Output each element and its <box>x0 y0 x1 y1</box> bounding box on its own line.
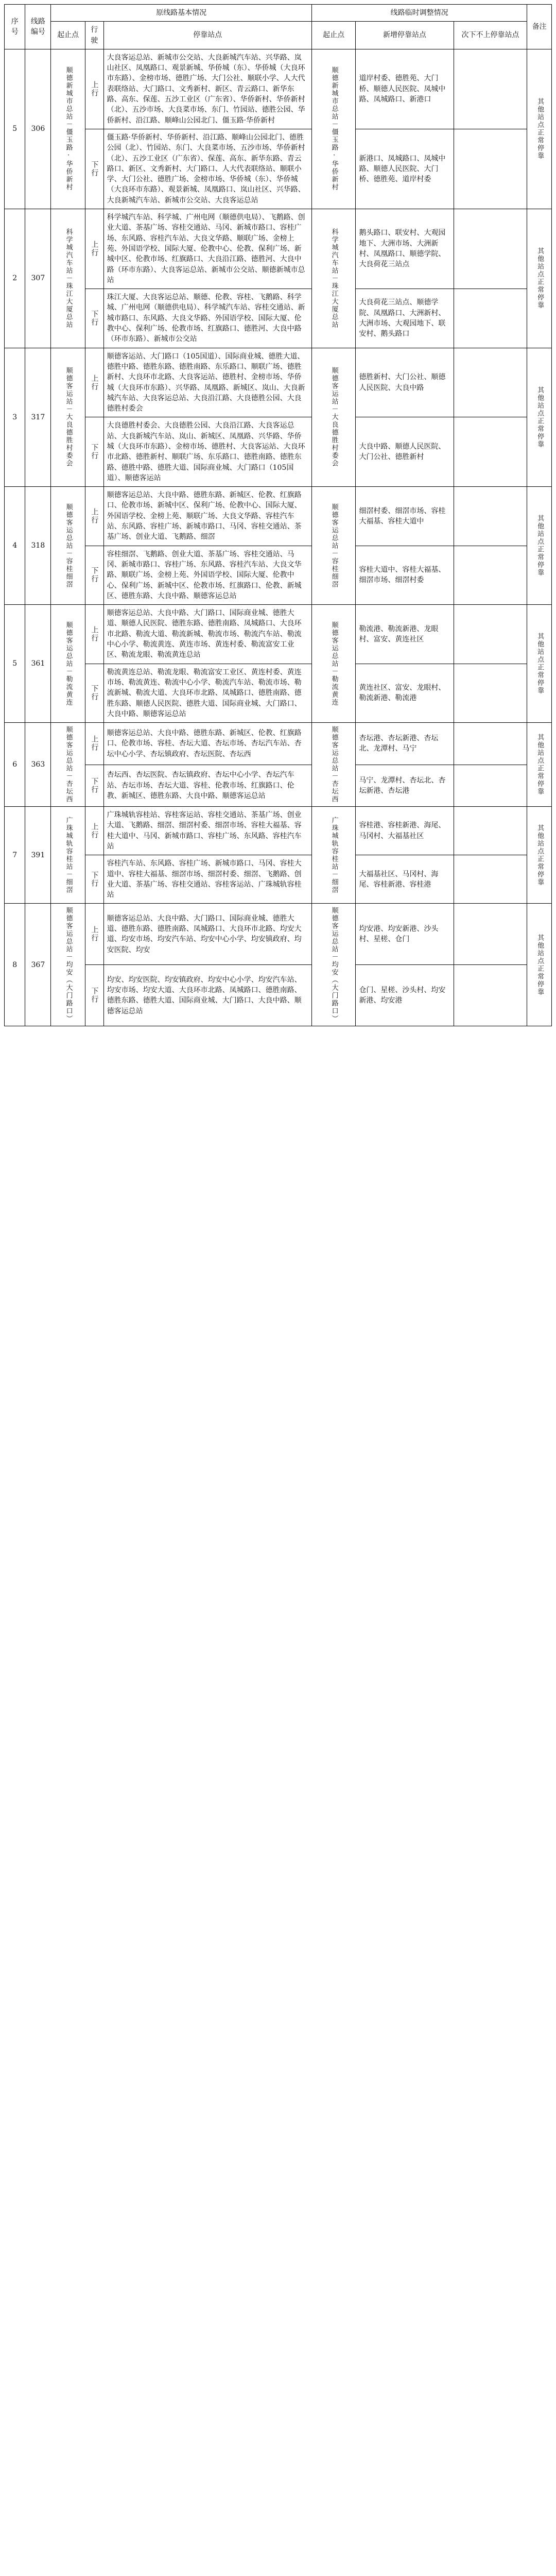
table-row <box>5 765 552 807</box>
cell-direction-down: 下行 <box>85 129 103 209</box>
cell-skip-stops-down <box>454 965 527 1026</box>
cell-skip-stops-up <box>454 209 527 289</box>
cell-stops-up: 顺德客运站、大门路口（105国道）、国际商业城、德胜大道、德胜中路、德胜东路、德胜南路、东乐路口、顺联广场、德胜新村、大良环市北路、大良客运站、德胜村、金榜市场、华侨城（大良环市东路）、兴华路、凤凰路、新城区、岚山、大良新城汽车站、大良客运总站、大良沿江路、大良德胜公园、大良德胜村委会 <box>103 348 311 417</box>
header-direction: 行驶 <box>85 22 103 49</box>
cell-start-adj: 顺德新城市总站－僵玉路·华侨新村 <box>311 49 356 209</box>
cell-stops-up: 顺德客运总站、大良中路、大门路口、国际商业城、德胜大道、顺德人民医院、德胜东路、德胜南路、凤城路口、大良环市北路、勒流大道、勒流新城、勒流市场、勒流汽车站、勒流中心小学、勒流黄连、黄连市场、黄连村委、勒流富安工业区、勒流龙眼、勒流黄连总站 <box>103 605 311 664</box>
header-basic-group: 原线路基本情况 <box>51 5 311 22</box>
cell-skip-stops-down <box>454 855 527 904</box>
header-code: 线路编号 <box>25 5 51 49</box>
cell-skip-stops-up <box>454 605 527 664</box>
cell-stops-down: 杏坛西、杏坛医院、杏坛镇政府、杏坛中心小学、杏坛汽车站、杏坛市场、杏坛大道、容桂、伦教市场、红旗路口、伦教、新城区、德胜东路、大良中路、顺德客运总站 <box>103 765 311 807</box>
cell-direction-up: 上行 <box>85 348 103 417</box>
cell-stops-down: 勒流黄连总站、勒流龙眼、勒流富安工业区、黄连村委、黄连市场、勒流黄连、勒流中心小学、勒流汽车站、勒流市场、勒流新城、勒流大道、大良环市北路、凤城路口、德胜南路、德胜东路、顺德人民医院、德胜大道、国际商业城、大门路口、大良中路、顺德客运总站 <box>103 664 311 722</box>
cell-seq: 3 <box>5 348 25 487</box>
cell-new-stops-down: 马宁、龙潭村、杏坛北、杏坛新港、杏坛港 <box>356 765 454 807</box>
cell-skip-stops-up <box>454 49 527 129</box>
cell-direction-up: 上行 <box>85 605 103 664</box>
cell-start: 顺德新城市总站－僵玉路·华侨新村 <box>51 49 85 209</box>
header-new-stops: 新增停靠站点 <box>356 22 454 49</box>
cell-code: 307 <box>25 209 51 348</box>
table-row <box>5 49 552 129</box>
cell-stops-up: 大良客运总站、新城市公交站、大良新城汽车站、兴华路、岚山社区、凤凰路口、观景新城、华侨城（东）、华侨城（大良环市东路）、金榜市场、德胜广场、大门公社、顺联小学、人大代表联络站、大门路口、文秀新村、新区、青云路口、新华东路、高东、保莲、五沙工业区（广东省）、华侨新村、华侨新村（北）、五沙市场、大良菜市场、东门、竹园站、德胜公园、华侨新村、沿江路、顺峰山公园北门、僵玉路·华侨新村 <box>103 49 311 129</box>
cell-skip-stops-down <box>454 289 527 348</box>
cell-stops-down: 容桂汽车站、东风路、容桂广场、新城市路口、马冈、容桂大道中、容桂大福基、细滘市场、细滘村委、细滘、飞鹅路、创业大道、茶基广场、容桂交通站、容桂客运站、广珠城轨容桂站 <box>103 855 311 904</box>
cell-seq: 5 <box>5 49 25 209</box>
cell-direction-down: 下行 <box>85 855 103 904</box>
cell-note: 其他站点正常停靠 <box>527 605 552 723</box>
cell-direction-up: 上行 <box>85 904 103 965</box>
cell-note: 其他站点正常停靠 <box>527 487 552 605</box>
cell-new-stops-up: 德胜新村、大门公社、顺德人民医院、大良中路 <box>356 348 454 417</box>
cell-note: 其他站点正常停靠 <box>527 209 552 348</box>
cell-new-stops-down: 大良荷花三站点、顺德学院、凤凰路口、大洲新村、大洲市场、大观园地下、联安村、鹅头路口 <box>356 289 454 348</box>
cell-skip-stops-up <box>454 807 527 855</box>
cell-code: 367 <box>25 904 51 1026</box>
cell-stops-up: 顺德客运总站、大良中路、德胜东路、新城区、伦教、红旗路口、伦教市场、新城中区、保利广场、伦教中心、国际大厦、外国语学校、金榜上苑、顺联广场、大良文华路、容桂汽车站、东风路、容桂广场、新城市路口、马冈、容桂交通站、茶基广场、创业大道、飞鹅路、细滘 <box>103 487 311 546</box>
table-row <box>5 664 552 722</box>
header-skip-stops: 次下不上停靠站点 <box>454 22 527 49</box>
cell-start: 顺德客运总站－均安（大门路口） <box>51 904 85 1026</box>
table-row <box>5 723 552 765</box>
cell-new-stops-down: 黄连社区、富安、龙眼村、勒流新港、勒流港 <box>356 664 454 722</box>
table-row <box>5 855 552 904</box>
table-row <box>5 289 552 348</box>
cell-skip-stops-up <box>454 723 527 765</box>
table-row <box>5 209 552 289</box>
table-body <box>5 49 552 1026</box>
cell-seq: 5 <box>5 605 25 723</box>
table-row <box>5 965 552 1026</box>
header-stops: 停靠站点 <box>103 22 311 49</box>
cell-note: 其他站点正常停靠 <box>527 723 552 807</box>
cell-start: 科学城汽车站－珠江大厦总站 <box>51 209 85 348</box>
cell-code: 363 <box>25 723 51 807</box>
cell-skip-stops-up <box>454 904 527 965</box>
cell-start-adj: 广珠城轨容桂站－细滘 <box>311 807 356 904</box>
cell-direction-up: 上行 <box>85 49 103 129</box>
cell-direction-down: 下行 <box>85 546 103 604</box>
cell-direction-up: 上行 <box>85 723 103 765</box>
cell-new-stops-up: 均安港、均安新港、沙头村、星槎、仓门 <box>356 904 454 965</box>
cell-skip-stops-down <box>454 765 527 807</box>
header-start: 起止点 <box>51 22 85 49</box>
cell-stops-down: 均安、均安医院、均安镇政府、均安中心小学、均安汽车站、均安市场、均安大道、大良环市北路、凤城路口、德胜南路、德胜东路、德胜大道、国际商业城、大门路口、大良中路、顺德客运总站 <box>103 965 311 1026</box>
cell-skip-stops-up <box>454 348 527 417</box>
table-row <box>5 904 552 965</box>
route-adjustment-table <box>4 4 552 1026</box>
cell-stops-down: 珠江大厦、大良客运总站、顺德、伦教、容桂、飞鹅路、科学城、广州电网（顺德供电局）、科学城汽车站、容桂交通站、新城市路口、东风路、大良文华路、外国语学校、国际大厦、伦教中心、保利广场、伦教市场、红旗路口、德胜河、大良中路（环市东路）、新城市公交站 <box>103 289 311 348</box>
cell-start: 顺德客运总站－杏坛西 <box>51 723 85 807</box>
cell-skip-stops-down <box>454 664 527 722</box>
cell-direction-down: 下行 <box>85 965 103 1026</box>
header-start-adj: 起止点 <box>311 22 356 49</box>
cell-direction-up: 上行 <box>85 487 103 546</box>
cell-seq: 8 <box>5 904 25 1026</box>
cell-new-stops-up: 杏坛港、杏坛新港、杏坛北、龙潭村、马宁 <box>356 723 454 765</box>
cell-seq: 7 <box>5 807 25 904</box>
cell-code: 361 <box>25 605 51 723</box>
cell-new-stops-up: 勒流港、勒流新港、龙眼村、富安、黄连社区 <box>356 605 454 664</box>
cell-new-stops-down: 大福基社区、马冈村、海尾、容桂新港、容桂港 <box>356 855 454 904</box>
cell-stops-down: 大良德胜村委会、大良德胜公园、大良沿江路、大良客运总站、大良新城汽车站、岚山、新城区、凤凰路、兴华路、华侨城（大良环市东路）、金榜市场、德胜村、大良客运站、大良环市北路、德胜新村、顺联广场、东乐路口、德胜南路、德胜东路、德胜中路、德胜大道、国际商业城、大门路口（105国道）、顺德客运站 <box>103 417 311 487</box>
cell-note: 其他站点正常停靠 <box>527 904 552 1026</box>
cell-note: 其他站点正常停靠 <box>527 49 552 209</box>
cell-new-stops-down: 仓门、星槎、沙头村、均安新港、均安港 <box>356 965 454 1026</box>
table-row <box>5 605 552 664</box>
cell-stops-up: 顺德客运总站、大良中路、德胜东路、新城区、伦教、红旗路口、伦教市场、容桂、杏坛大道、杏坛市场、杏坛汽车站、杏坛中心小学、杏坛镇政府、杏坛医院、杏坛西 <box>103 723 311 765</box>
cell-start-adj: 科学城汽车站－珠江大厦总站 <box>311 209 356 348</box>
cell-direction-down: 下行 <box>85 664 103 722</box>
cell-code: 306 <box>25 49 51 209</box>
cell-stops-up: 广珠城轨容桂站、容桂客运站、容桂交通站、茶基广场、创业大道、飞鹅路、细滘、细滘村委、细滘市场、容桂大福基、容桂大道中、马冈、新城市路口、容桂广场、东风路、容桂汽车站 <box>103 807 311 855</box>
cell-start: 广珠城轨容桂站－细滘 <box>51 807 85 904</box>
cell-direction-up: 上行 <box>85 807 103 855</box>
cell-skip-stops-down <box>454 129 527 209</box>
cell-stops-down: 僵玉路·华侨新村、华侨新村、沿江路、顺峰山公园北门、德胜公园（北）、竹园站、东门、大良菜市场、五沙市场、华侨新村（北）、五沙工业区（广东省）、保莲、高东、新华东路、青云路口、新区、文秀新村、大门路口、人大代表联络站、顺联小学、大门公社、德胜广场、金榜市场、华侨城（东）、华侨城（大良环市东路）、观景新城、凤凰路口、岚山社区、兴华路、大良新城汽车站、新城市公交站、大良客运总站 <box>103 129 311 209</box>
cell-new-stops-up: 鹅头路口、联安村、大观园地下、大洲市场、大洲新村、凤凰路口、顺德学院、大良荷花三站点 <box>356 209 454 289</box>
cell-code: 317 <box>25 348 51 487</box>
cell-stops-down: 容桂细滘、飞鹅路、创业大道、茶基广场、容桂交通站、马冈、新城市路口、容桂广场、东风路、容桂汽车站、大良文华路、顺联广场、金榜上苑、外国语学校、国际大厦、伦教中心、保利广场、新城中区、伦教市场、红旗路口、伦教、新城区、德胜东路、大良中路、顺德客运总站 <box>103 546 311 604</box>
cell-start-adj: 顺德客运总站－勒流黄连 <box>311 605 356 723</box>
header-seq: 序号 <box>5 5 25 49</box>
cell-code: 391 <box>25 807 51 904</box>
cell-skip-stops-up <box>454 487 527 546</box>
cell-start: 顺德客运总站－容桂细滘 <box>51 487 85 605</box>
cell-skip-stops-down <box>454 417 527 487</box>
cell-new-stops-down: 大良中路、顺德人民医院、大门公社、德胜新村 <box>356 417 454 487</box>
table-row <box>5 348 552 417</box>
cell-skip-stops-down <box>454 546 527 604</box>
cell-stops-up: 科学城汽车站、科学城、广州电网（顺德供电局）、飞鹅路、创业大道、茶基广场、容桂交通站、马冈、新城市路口、容桂广场、东风路、容桂汽车站、大良文华路、顺联广场、金榜上苑、外国语学校、国际大厦、伦教中心、伦教、保利广场、新城中区、伦教市场、红旗路口、大良沿江路、德胜河、大良中路（环市东路）、大良客运总站、新城市公交站、顺德新城市总站 <box>103 209 311 289</box>
cell-seq: 6 <box>5 723 25 807</box>
cell-new-stops-down: 容桂大道中、容桂大福基、细滘市场、细滘村委 <box>356 546 454 604</box>
cell-new-stops-up: 细滘村委、细滘市场、容桂大福基、容桂大道中 <box>356 487 454 546</box>
cell-stops-up: 顺德客运总站、大良中路、大门路口、国际商业城、德胜大道、德胜东路、德胜南路、凤城路口、大良环市北路、均安大道、均安市场、均安汽车站、均安中心小学、均安镇政府、均安医院、均安 <box>103 904 311 965</box>
cell-seq: 4 <box>5 487 25 605</box>
header-note: 备注 <box>527 5 552 49</box>
cell-start-adj: 顺德客运总站－容桂细滘 <box>311 487 356 605</box>
table-row <box>5 129 552 209</box>
cell-new-stops-up: 道岸村委、德胜苑、大门桥、顺德人民医院、凤城中路、凤城路口、新港口 <box>356 49 454 129</box>
cell-direction-down: 下行 <box>85 289 103 348</box>
cell-note: 其他站点正常停靠 <box>527 348 552 487</box>
cell-start-adj: 顺德客运站－大良德胜村委会 <box>311 348 356 487</box>
cell-new-stops-down: 新港口、凤城路口、凤城中路、顺德人民医院、大门桥、德胜苑、道岸村委 <box>356 129 454 209</box>
cell-code: 318 <box>25 487 51 605</box>
cell-direction-down: 下行 <box>85 417 103 487</box>
cell-start: 顺德客运站－大良德胜村委会 <box>51 348 85 487</box>
cell-new-stops-up: 容桂港、容桂新港、海尾、马冈村、大福基社区 <box>356 807 454 855</box>
cell-start-adj: 顺德客运总站－杏坛西 <box>311 723 356 807</box>
cell-direction-down: 下行 <box>85 765 103 807</box>
cell-start: 顺德客运总站－勒流黄连 <box>51 605 85 723</box>
table-row <box>5 807 552 855</box>
cell-seq: 2 <box>5 209 25 348</box>
cell-direction-up: 上行 <box>85 209 103 289</box>
cell-note: 其他站点正常停靠 <box>527 807 552 904</box>
table-row <box>5 417 552 487</box>
table-row <box>5 546 552 604</box>
table-row <box>5 487 552 546</box>
cell-start-adj: 顺德客运总站－均安（大门路口） <box>311 904 356 1026</box>
header-adjust-group: 线路临时调整情况 <box>311 5 527 22</box>
